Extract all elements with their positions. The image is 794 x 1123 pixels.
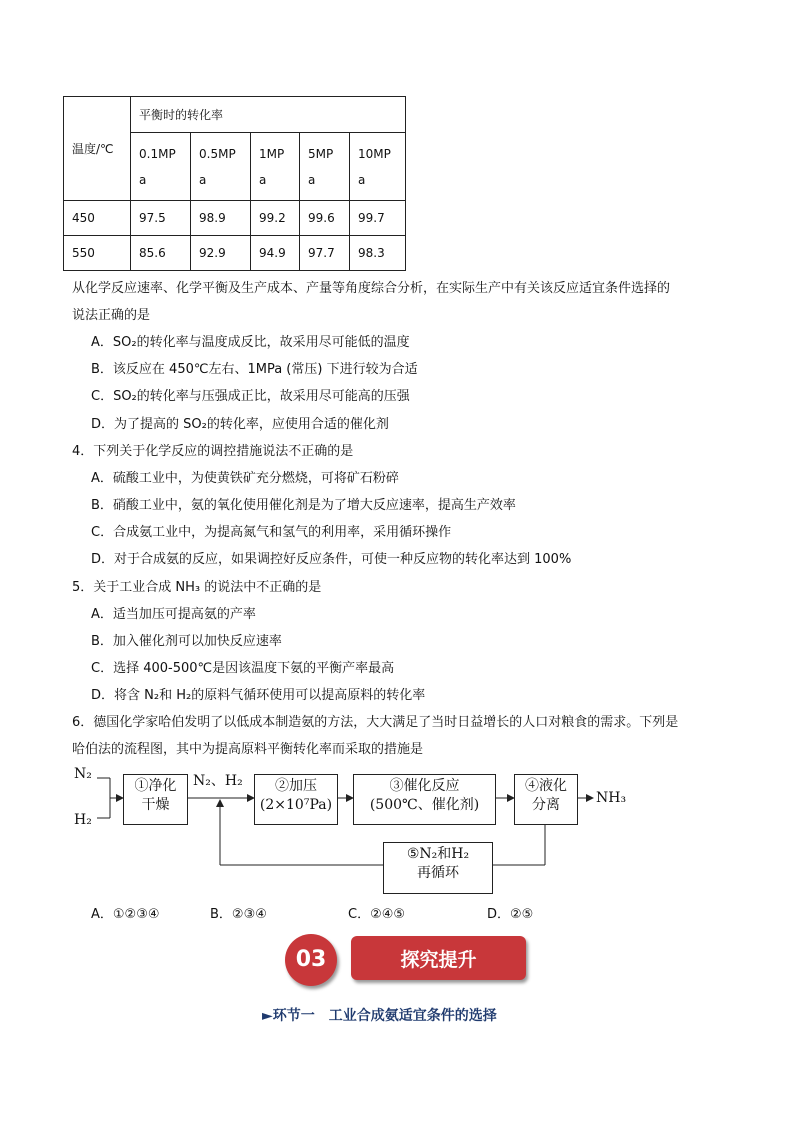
pressure-header: 0.5MP a (191, 133, 251, 201)
table-cell: 99.2 (251, 201, 300, 236)
q3-option-b: B．该反应在 450℃左右、1MPa (常压) 下进行较为合适 (91, 362, 418, 377)
q4-option-b: B．硝酸工业中，氨的氧化使用催化剂是为了增大反应速率，提高生产效率 (91, 498, 516, 513)
q4-stem: 4．下列关于化学反应的调控措施说法不正确的是 (72, 444, 354, 459)
pressure-header: 1MP a (251, 133, 300, 201)
nh3-product-label: NH₃ (596, 790, 627, 806)
section-title-banner: 探究提升 (351, 936, 526, 980)
pressure-header: 5MP a (300, 133, 350, 201)
pressure-header: 0.1MP a (131, 133, 191, 201)
q3-option-c: C．SO₂的转化率与压强成正比，故采用尽可能高的压强 (91, 389, 410, 404)
q5-option-c: C．选择 400-500℃是因该温度下氨的平衡产率最高 (91, 661, 395, 676)
q6-stem-line2: 哈伯法的流程图，其中为提高原料平衡转化率而采取的措施是 (72, 742, 424, 757)
h2-label: H₂ (74, 812, 92, 828)
temp-header: 温度/℃ (64, 97, 131, 201)
table-cell: 98.9 (191, 201, 251, 236)
q6-option-a: A．①②③④ (91, 907, 160, 922)
q6-option-b: B．②③④ (210, 907, 267, 922)
q6-option-c: C．②④⑤ (348, 907, 406, 922)
table-cell: 98.3 (350, 236, 406, 271)
table-cell: 99.6 (300, 201, 350, 236)
q6-option-d: D．②⑤ (487, 907, 534, 922)
q5-option-b: B．加入催化剂可以加快反应速率 (91, 634, 282, 649)
table-row (64, 236, 406, 271)
table-cell: 450 (64, 201, 131, 236)
table-cell: 94.9 (251, 236, 300, 271)
q3-option-d: D．为了提高的 SO₂的转化率，应使用合适的催化剂 (91, 417, 389, 432)
conversion-table (63, 96, 406, 271)
q3-option-a: A．SO₂的转化率与温度成反比，故采用尽可能低的温度 (91, 335, 410, 350)
q3-stem-line1: 从化学反应速率、化学平衡及生产成本、产量等角度综合分析，在实际生产中有关该反应适宜条件选择的 (72, 281, 671, 296)
step1-purify-box: ①净化 干燥 (123, 774, 188, 825)
q5-option-a: A．适当加压可提高氨的产率 (91, 607, 256, 622)
step5-recycle-box: ⑤N₂和H₂ 再循环 (383, 842, 493, 894)
group-header: 平衡时的转化率 (131, 97, 406, 133)
table-cell: 92.9 (191, 236, 251, 271)
subsection-heading: ►环节一 工业合成氨适宜条件的选择 (262, 1008, 497, 1024)
q5-stem: 5．关于工业合成 NH₃ 的说法中不正确的是 (72, 580, 322, 595)
section-number-badge: 03 (285, 934, 337, 986)
q6-stem-line1: 6．德国化学家哈伯发明了以低成本制造氨的方法，大大满足了当时日益增长的人口对粮食的需求。下列是 (72, 715, 679, 730)
table-cell: 97.7 (300, 236, 350, 271)
pressure-header: 10MP a (350, 133, 406, 201)
mix-label: N₂、H₂ (193, 773, 243, 789)
step4-liquefy-box: ④液化 分离 (514, 774, 578, 825)
n2-label: N₂ (74, 766, 92, 782)
q5-option-d: D．将含 N₂和 H₂的原料气循环使用可以提高原料的转化率 (91, 688, 426, 703)
step3-catalytic-box: ③催化反应 (500℃、催化剂) (353, 774, 496, 825)
table-cell: 99.7 (350, 201, 406, 236)
q4-option-c: C．合成氨工业中，为提高氮气和氢气的利用率，采用循环操作 (91, 525, 452, 540)
table-cell: 550 (64, 236, 131, 271)
step2-pressurize-box: ②加压 (2×10⁷Pa) (254, 774, 338, 825)
table-row (64, 201, 406, 236)
table-cell: 97.5 (131, 201, 191, 236)
table-cell: 85.6 (131, 236, 191, 271)
q3-stem-line2: 说法正确的是 (72, 308, 151, 323)
q4-option-d: D．对于合成氨的反应，如果调控好反应条件，可使一种反应物的转化率达到 100% (91, 552, 572, 567)
q4-option-a: A．硫酸工业中，为使黄铁矿充分燃烧，可将矿石粉碎 (91, 471, 399, 486)
